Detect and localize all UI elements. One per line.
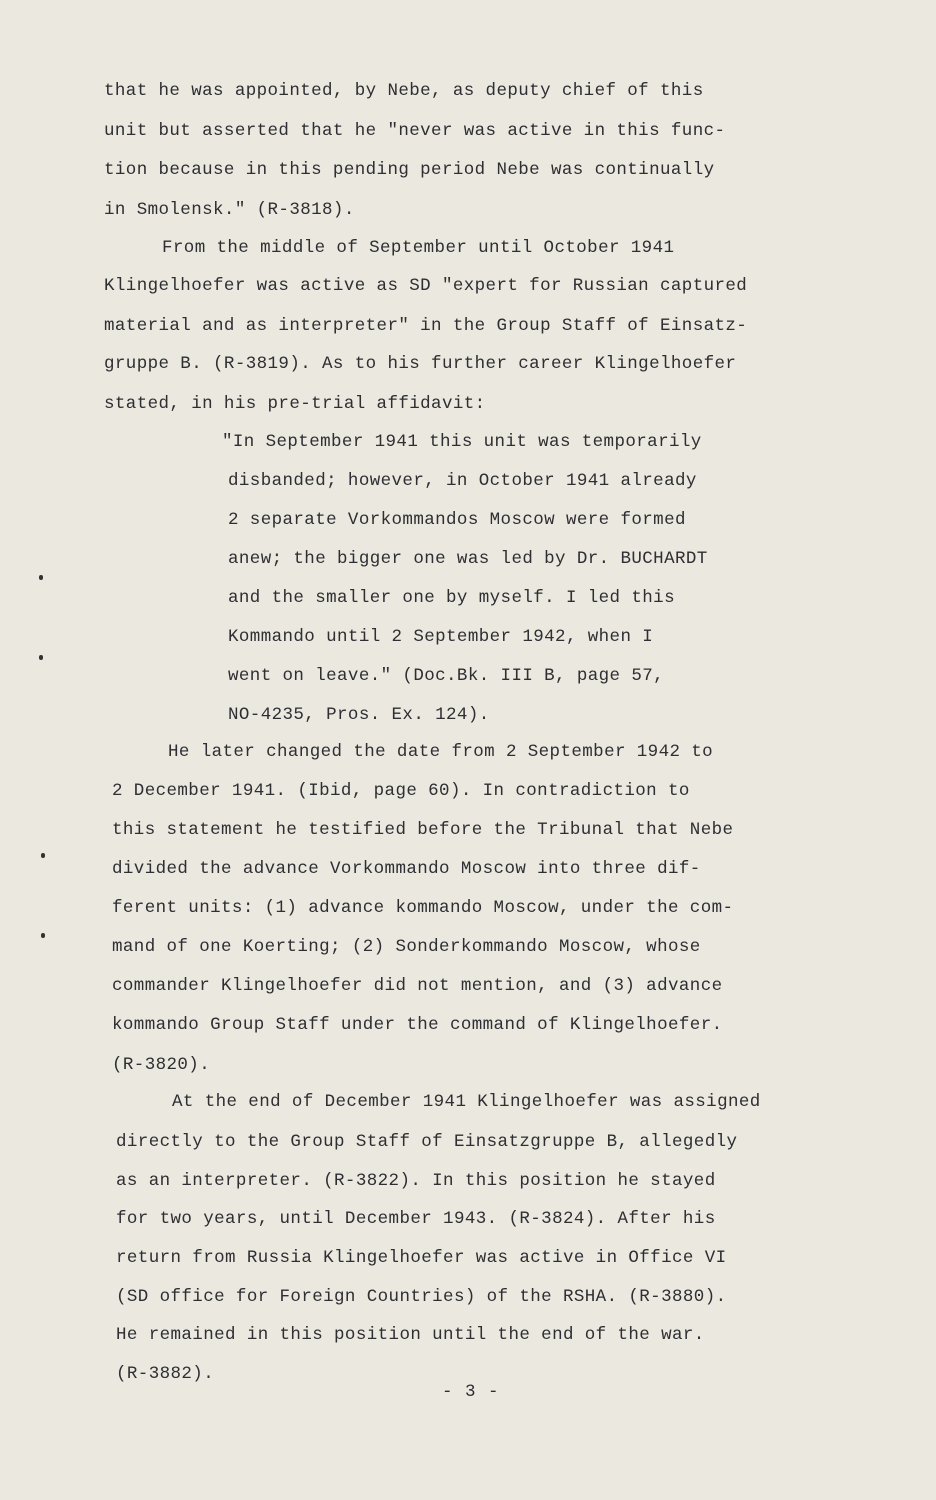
text-line: (SD office for Foreign Countries) of the RSHA. (R-3880). (116, 1287, 727, 1307)
text-line: material and as interpreter" in the Group Staff of Einsatz- (104, 316, 748, 336)
text-line: as an interpreter. (R-3822). In this position he stayed (116, 1171, 716, 1191)
text-line: return from Russia Klingelhoefer was active in Office VI (116, 1248, 727, 1268)
text-line: directly to the Group Staff of Einsatzgruppe B, allegedly (116, 1132, 738, 1152)
text-line: commander Klingelhoefer did not mention, and (3) advance (112, 976, 723, 996)
punch-hole-mark (41, 853, 45, 858)
text-line: stated, in his pre-trial affidavit: (104, 394, 486, 414)
quote-line: and the smaller one by myself. I led this (228, 588, 675, 608)
page-number: - 3 - (442, 1382, 500, 1402)
quote-line: Kommando until 2 September 1942, when I (228, 627, 654, 647)
text-line: kommando Group Staff under the command of Klingelhoefer. (112, 1015, 723, 1035)
text-line: divided the advance Vorkommando Moscow into three dif- (112, 859, 701, 879)
text-line: He later changed the date from 2 September 1942 to (168, 742, 714, 762)
punch-hole-mark (39, 655, 43, 660)
quote-line: disbanded; however, in October 1941 already (228, 471, 697, 491)
punch-hole-mark (39, 575, 43, 580)
text-line: tion because in this pending period Nebe was continually (104, 160, 715, 180)
text-line: mand of one Koerting; (2) Sonderkommando Moscow, whose (112, 937, 701, 957)
text-line: (R-3820). (112, 1055, 211, 1075)
text-line: that he was appointed, by Nebe, as deputy chief of this (104, 81, 704, 101)
text-line: unit but asserted that he "never was active in this func- (104, 121, 726, 141)
text-line: 2 December 1941. (Ibid, page 60). In contradiction to (112, 781, 690, 801)
text-line: He remained in this position until the end of the war. (116, 1325, 705, 1345)
quote-line: 2 separate Vorkommandos Moscow were formed (228, 510, 686, 530)
quote-line: NO-4235, Pros. Ex. 124). (228, 705, 490, 725)
text-line: this statement he testified before the Tribunal that Nebe (112, 820, 734, 840)
text-line: (R-3882). (116, 1364, 215, 1384)
punch-hole-mark (41, 933, 45, 938)
text-line: in Smolensk." (R-3818). (104, 200, 355, 220)
quote-line: went on leave." (Doc.Bk. III B, page 57, (228, 666, 665, 686)
text-line: From the middle of September until October 1941 (162, 238, 675, 258)
text-line: At the end of December 1941 Klingelhoefer was assigned (172, 1092, 761, 1112)
text-line: for two years, until December 1943. (R-3824). After his (116, 1209, 716, 1229)
quote-line: anew; the bigger one was led by Dr. BUCHARDT (228, 549, 708, 569)
text-line: gruppe B. (R-3819). As to his further career Klingelhoefer (104, 354, 737, 374)
text-line: ferent units: (1) advance kommando Moscow, under the com- (112, 898, 734, 918)
text-line: Klingelhoefer was active as SD "expert for Russian captured (104, 276, 748, 296)
quote-line: "In September 1941 this unit was temporarily (222, 432, 702, 452)
